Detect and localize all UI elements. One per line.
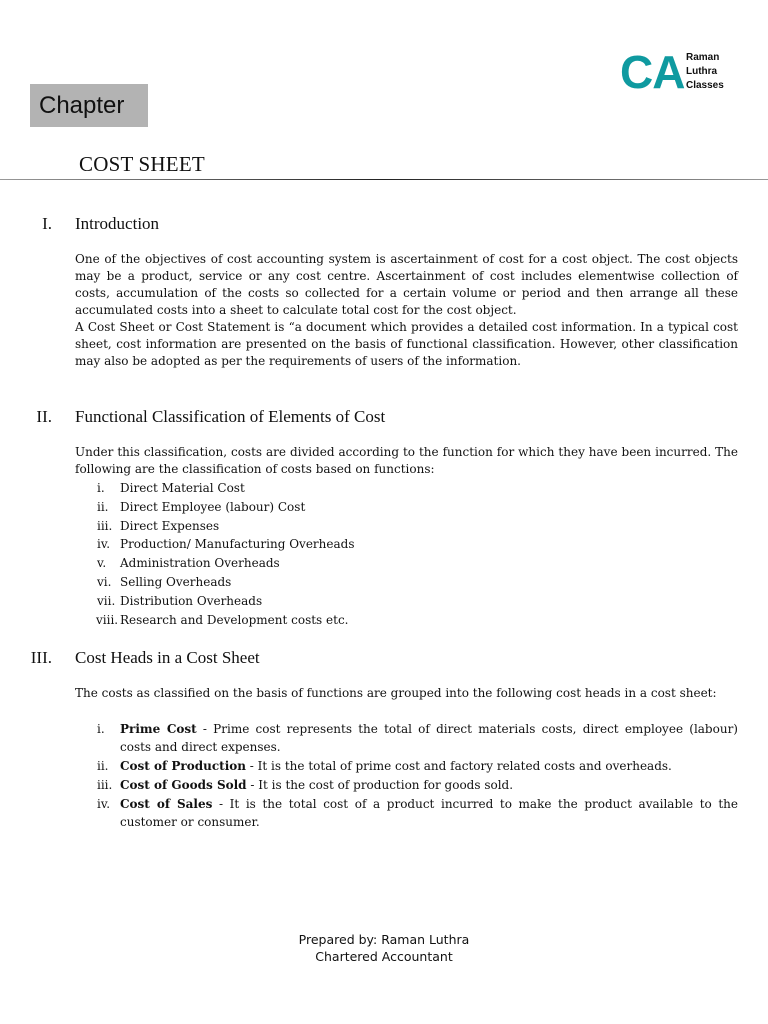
list-text: Production/ Manufacturing Overheads [120, 537, 355, 552]
logo-line-3: Classes [686, 80, 724, 91]
section-body [75, 251, 738, 370]
list-number: i. [97, 722, 105, 736]
list-text: - Prime cost represents the total of direct materials costs, direct employee (labour) costs and direct expenses. [120, 722, 738, 754]
list-item [75, 535, 738, 554]
section-number: I. [42, 214, 52, 233]
list-term: Cost of Sales [120, 797, 213, 811]
list-number: iii. [97, 518, 113, 533]
list-number: vii. [97, 593, 116, 608]
list-number: ii. [97, 759, 109, 773]
list-number: v. [97, 556, 107, 571]
logo-line-2: Luthra [686, 66, 718, 77]
section-title: Cost Heads in a Cost Sheet [75, 648, 260, 667]
list-text: Direct Material Cost [120, 481, 245, 495]
list-item [75, 573, 738, 592]
list-text: - It is the total cost of a product incurred to make the product available to the customer or consumer. [120, 797, 739, 829]
list-term: Cost of Goods Sold [120, 778, 247, 792]
page-footer [0, 931, 768, 965]
list-item [75, 757, 738, 775]
list-number: vi. [97, 574, 112, 589]
cost-heads-list [75, 720, 738, 831]
section-intro: Under this classification, costs are divided according to the function for which they have been incurred. The following are the classification of costs based on functions: [75, 445, 738, 476]
chapter-label: Chapter [30, 84, 148, 127]
list-item [75, 479, 738, 498]
paragraph: One of the objectives of cost accounting system is ascertainment of cost for a cost object. The cost objects may be a product, service or any cost centre. Ascertainment of cost includes elementwise collection of costs, accumulation of the costs so collected for a certain volume or period and then arrange all these accumulated costs into a sheet to calculate total cost for the cost object. [75, 252, 738, 317]
list-term: Prime Cost [120, 722, 197, 736]
list-item [75, 554, 738, 573]
list-text: Research and Development costs etc. [120, 612, 349, 627]
list-item [75, 517, 738, 536]
list-item [75, 776, 738, 794]
list-text: Selling Overheads [120, 574, 232, 589]
list-text: - It is the cost of production for goods sold. [246, 778, 514, 792]
list-item [75, 720, 738, 756]
logo-text [686, 51, 724, 93]
title-divider [0, 179, 768, 180]
list-text: Direct Employee (labour) Cost [120, 499, 306, 514]
list-number: viii. [96, 612, 119, 627]
list-item [75, 611, 738, 630]
section-title: Functional Classification of Elements of Cost [75, 407, 386, 426]
list-number: iii. [97, 778, 113, 792]
list-text: - It is the total of prime cost and factory related costs and overheads. [245, 759, 672, 773]
list-number: iv. [97, 797, 111, 811]
paragraph: A Cost Sheet or Cost Statement is “a document which provides a detailed cost information. In a typical cost sheet, cost information are presented on the basis of functional classification. However, other classification may also be adopted as per the requirements of users of the information. [75, 320, 738, 368]
list-item [75, 592, 738, 611]
list-term: Cost of Production [120, 759, 246, 773]
footer-author: Prepared by: Raman Luthra [298, 932, 470, 947]
logo-mark: CA [620, 46, 685, 98]
function-list [75, 479, 738, 629]
logo-line-1: Raman [686, 52, 720, 63]
list-text: Direct Expenses [120, 518, 220, 533]
section-title: Introduction [75, 214, 160, 233]
list-text: Distribution Overheads [120, 593, 263, 608]
list-number: iv. [97, 537, 111, 552]
list-item [75, 795, 738, 831]
ca-logo [620, 46, 740, 98]
section-number: III. [30, 648, 52, 667]
list-item [75, 498, 738, 517]
footer-designation: Chartered Accountant [315, 949, 453, 964]
page-title: COST SHEET [79, 152, 205, 176]
section-number: II. [36, 407, 52, 426]
list-text: Administration Overheads [120, 556, 280, 571]
section-intro: The costs as classified on the basis of functions are grouped into the following cost heads in a cost sheet: [75, 686, 717, 700]
list-number: i. [97, 481, 105, 495]
list-number: ii. [97, 499, 109, 514]
